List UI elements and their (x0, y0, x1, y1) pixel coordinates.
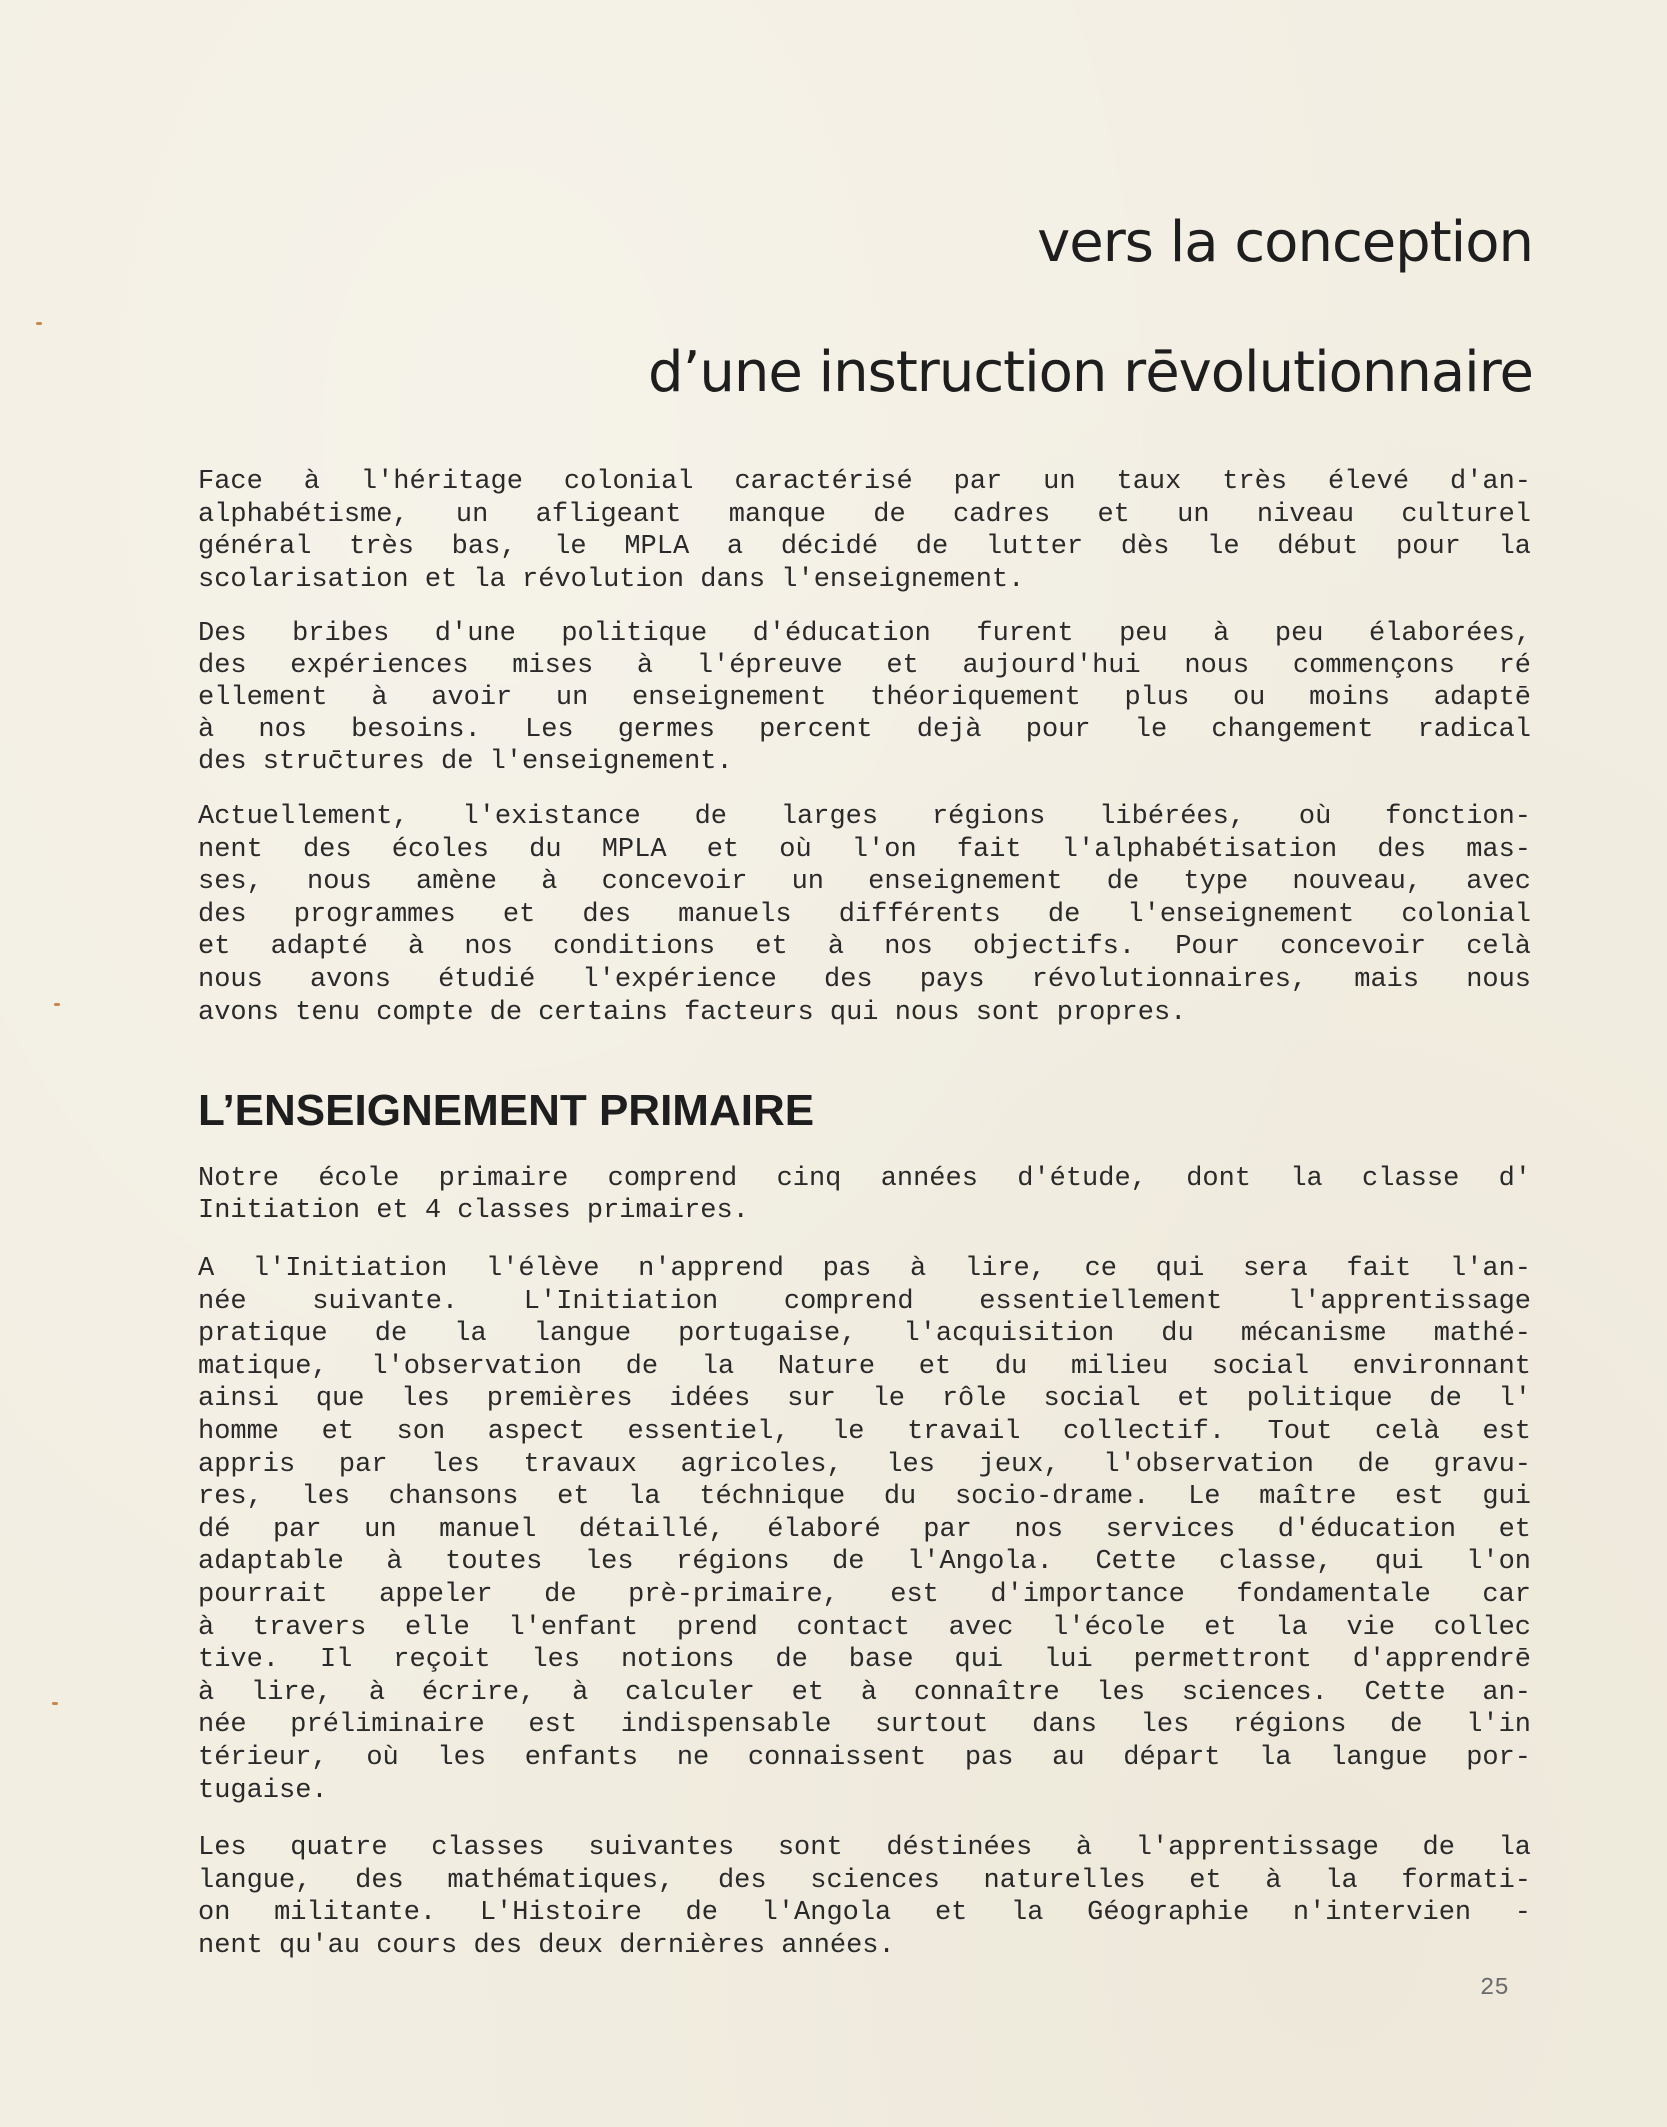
text-line: à nos besoins. Les germes percent dejà pour le changement radical (198, 715, 1531, 745)
text-line: des programmes et des manuels différents de l'enseignement colonial (198, 899, 1531, 930)
text-line: Les quatre classes suivantes sont déstinées à l'apprentissage de la (198, 1833, 1531, 1863)
margin-mark (54, 1003, 60, 1006)
text-line: nent des écoles du MPLA et où l'on fait l'alphabétisation des mas- (198, 834, 1531, 865)
text-line: avons tenu compte de certains facteurs qui nous sont propres. (198, 997, 1187, 1028)
paragraph-4 (198, 1163, 1531, 1227)
text-line: à travers elle l'enfant prend contact avec l'école et la vie collec (198, 1612, 1531, 1643)
text-line: née préliminaire est indispensable surtout dans les régions de l'in (198, 1710, 1531, 1741)
text-line: alphabétisme, un afligeant manque de cadres et un niveau culturel (198, 499, 1531, 530)
text-line: adaptable à toutes les régions de l'Angola. Cette classe, qui l'on (198, 1547, 1531, 1578)
text-line: scolarisation et la révolution dans l'enseignement. (198, 564, 1025, 595)
text-line: homme et son aspect essentiel, le travail collectif. Tout celà est (198, 1416, 1531, 1447)
margin-mark (52, 1702, 58, 1705)
text-line: langue, des mathématiques, des sciences naturelles et à la formati- (198, 1865, 1531, 1896)
text-line: Initiation et 4 classes primaires. (198, 1196, 749, 1226)
text-line: Face à l'héritage colonial caractérisé par un taux très élevé d'an- (198, 467, 1531, 497)
intro-paragraph (198, 466, 1531, 596)
text-line: des expériences mises à l'épreuve et aujourd'hui nous commençons ré (198, 651, 1531, 681)
text-line: née suivante. L'Initiation comprend essentiellement l'apprentissage (198, 1286, 1531, 1317)
text-line: appris par les travaux agricoles, les jeux, l'observation de gravu- (198, 1449, 1531, 1480)
text-line: nous avons étudié l'expérience des pays révolutionnaires, mais nous (198, 964, 1531, 995)
text-line: nent qu'au cours des deux dernières années. (198, 1930, 895, 1961)
margin-mark (36, 322, 42, 325)
text-line: tugaise. (198, 1775, 328, 1806)
text-line: pratique de la langue portugaise, l'acquisition du mécanisme mathé- (198, 1319, 1531, 1350)
text-line: pourrait appeler de prè-primaire, est d'importance fondamentale car (198, 1579, 1531, 1610)
text-line: ses, nous amène à concevoir un enseignement de type nouveau, avec (198, 867, 1531, 898)
text-line: à lire, à écrire, à calculer et à connaître les sciences. Cette an- (198, 1677, 1531, 1708)
text-line: Des bribes d'une politique d'éducation furent peu à peu élaborées, (198, 619, 1531, 649)
text-line: ainsi que les premières idées sur le rôle social et politique de l' (198, 1384, 1531, 1415)
paragraph-2 (198, 618, 1531, 778)
text-line: dé par un manuel détaillé, élaboré par nos services d'éducation et (198, 1514, 1531, 1545)
section-heading: L’ENSEIGNEMENT PRIMAIRE (198, 1086, 815, 1135)
title-line-2: d’une instruction rēvolutionnaire (648, 340, 1533, 405)
text-line: des struc̄tures de l'enseignement. (198, 747, 733, 777)
text-line: on militante. L'Histoire de l'Angola et la Géographie n'intervien - (198, 1898, 1531, 1929)
text-line: tive. Il reçoit les notions de base qui lui permettront d'apprendrē (198, 1645, 1531, 1676)
text-line: Notre école primaire comprend cinq années d'étude, dont la classe d' (198, 1164, 1531, 1194)
text-line: res, les chansons et la téchnique du socio-drame. Le maître est gui (198, 1482, 1531, 1513)
text-line: Actuellement, l'existance de larges régions libérées, où fonction- (198, 802, 1531, 832)
text-line: ellement à avoir un enseignement théoriquement plus ou moins adaptē (198, 683, 1531, 713)
paragraph-6 (198, 1832, 1531, 1962)
text-line: et adapté à nos conditions et à nos objectifs. Pour concevoir celà (198, 932, 1531, 963)
page-number: 25 (1480, 1975, 1509, 2002)
text-line: matique, l'observation de la Nature et du milieu social environnant (198, 1351, 1531, 1382)
text-line: A l'Initiation l'élève n'apprend pas à lire, ce qui sera fait l'an- (198, 1254, 1531, 1284)
text-line: général très bas, le MPLA a décidé de lutter dès le début pour la (198, 532, 1531, 562)
paragraph-5 (198, 1253, 1531, 1807)
paragraph-3 (198, 801, 1531, 1029)
text-line: térieur, où les enfants ne connaissent pas au départ la langue por- (198, 1742, 1531, 1773)
title-line-1: vers la conception (1037, 210, 1533, 275)
